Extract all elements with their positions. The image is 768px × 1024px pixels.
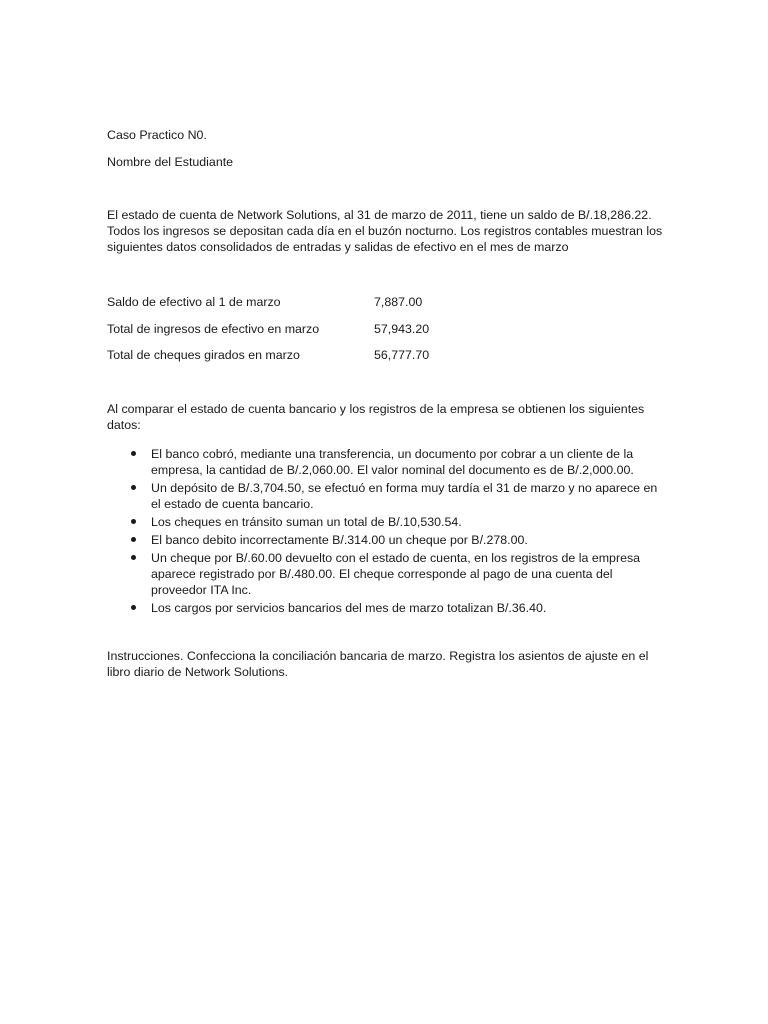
list-item [107, 480, 667, 512]
list-item [107, 550, 667, 598]
list-item-text: Un depósito de B/.3,704.50, se efectuó en forma muy tardía el 31 de marzo y no aparece en el estado de cuenta bancario. [151, 481, 658, 511]
findings-list [107, 446, 667, 618]
bullet-icon [131, 605, 136, 610]
list-item [107, 514, 667, 530]
list-item-text: Los cheques en tránsito suman un total de B/.10,530.54. [151, 515, 462, 529]
summary-row [107, 294, 507, 310]
summary-label: Total de ingresos de efectivo en marzo [107, 322, 320, 336]
list-item-text: Un cheque por B/.60.00 devuelto con el estado de cuenta, en los registros de la empresa aparece registrado por B/.480.00. El cheque corresponde al pago de una cuenta del proveedor ITA Inc. [151, 551, 641, 597]
bullet-icon [131, 485, 136, 490]
bullet-icon [131, 451, 136, 456]
summary-row [107, 321, 507, 337]
instructions-paragraph: Instrucciones. Confecciona la conciliación bancaria de marzo. Registra los asientos de ajuste en el libro diario de Network Solutions. [107, 649, 649, 679]
list-item-text: Los cargos por servicios bancarios del mes de marzo totalizan B/.36.40. [151, 601, 547, 615]
list-item-text: El banco debito incorrectamente B/.314.00 un cheque por B/.278.00. [151, 533, 528, 547]
bullet-icon [131, 537, 136, 542]
bullet-icon [131, 519, 136, 524]
summary-row [107, 347, 507, 363]
list-item [107, 532, 667, 548]
summary-value: 56,777.70 [374, 348, 430, 362]
summary-label: Total de cheques girados en marzo [107, 348, 300, 362]
list-item [107, 446, 667, 478]
list-item [107, 600, 667, 616]
comparison-intro: Al comparar el estado de cuenta bancario y los registros de la empresa se obtienen los siguientes datos: [107, 402, 645, 432]
bullet-icon [131, 555, 136, 560]
list-item-text: El banco cobró, mediante una transferencia, un documento por cobrar a un cliente de la empresa, la cantidad de B/.2,060.00. El valor nominal del documento es de B/.2,000.00. [151, 447, 634, 477]
document-heading: Caso Practico N0. [107, 128, 207, 142]
intro-paragraph: El estado de cuenta de Network Solutions, al 31 de marzo de 2011, tiene un saldo de B/.18,286.22. Todos los ingresos se depositan cada día en el buzón nocturno. Los registros contables muestran los siguientes datos consolidados de entradas y salidas de efectivo en el mes de marzo [107, 208, 663, 254]
summary-value: 57,943.20 [374, 322, 430, 336]
student-name-line: Nombre del Estudiante [107, 155, 234, 169]
summary-label: Saldo de efectivo al 1 de marzo [107, 295, 281, 309]
summary-value: 7,887.00 [374, 295, 423, 309]
